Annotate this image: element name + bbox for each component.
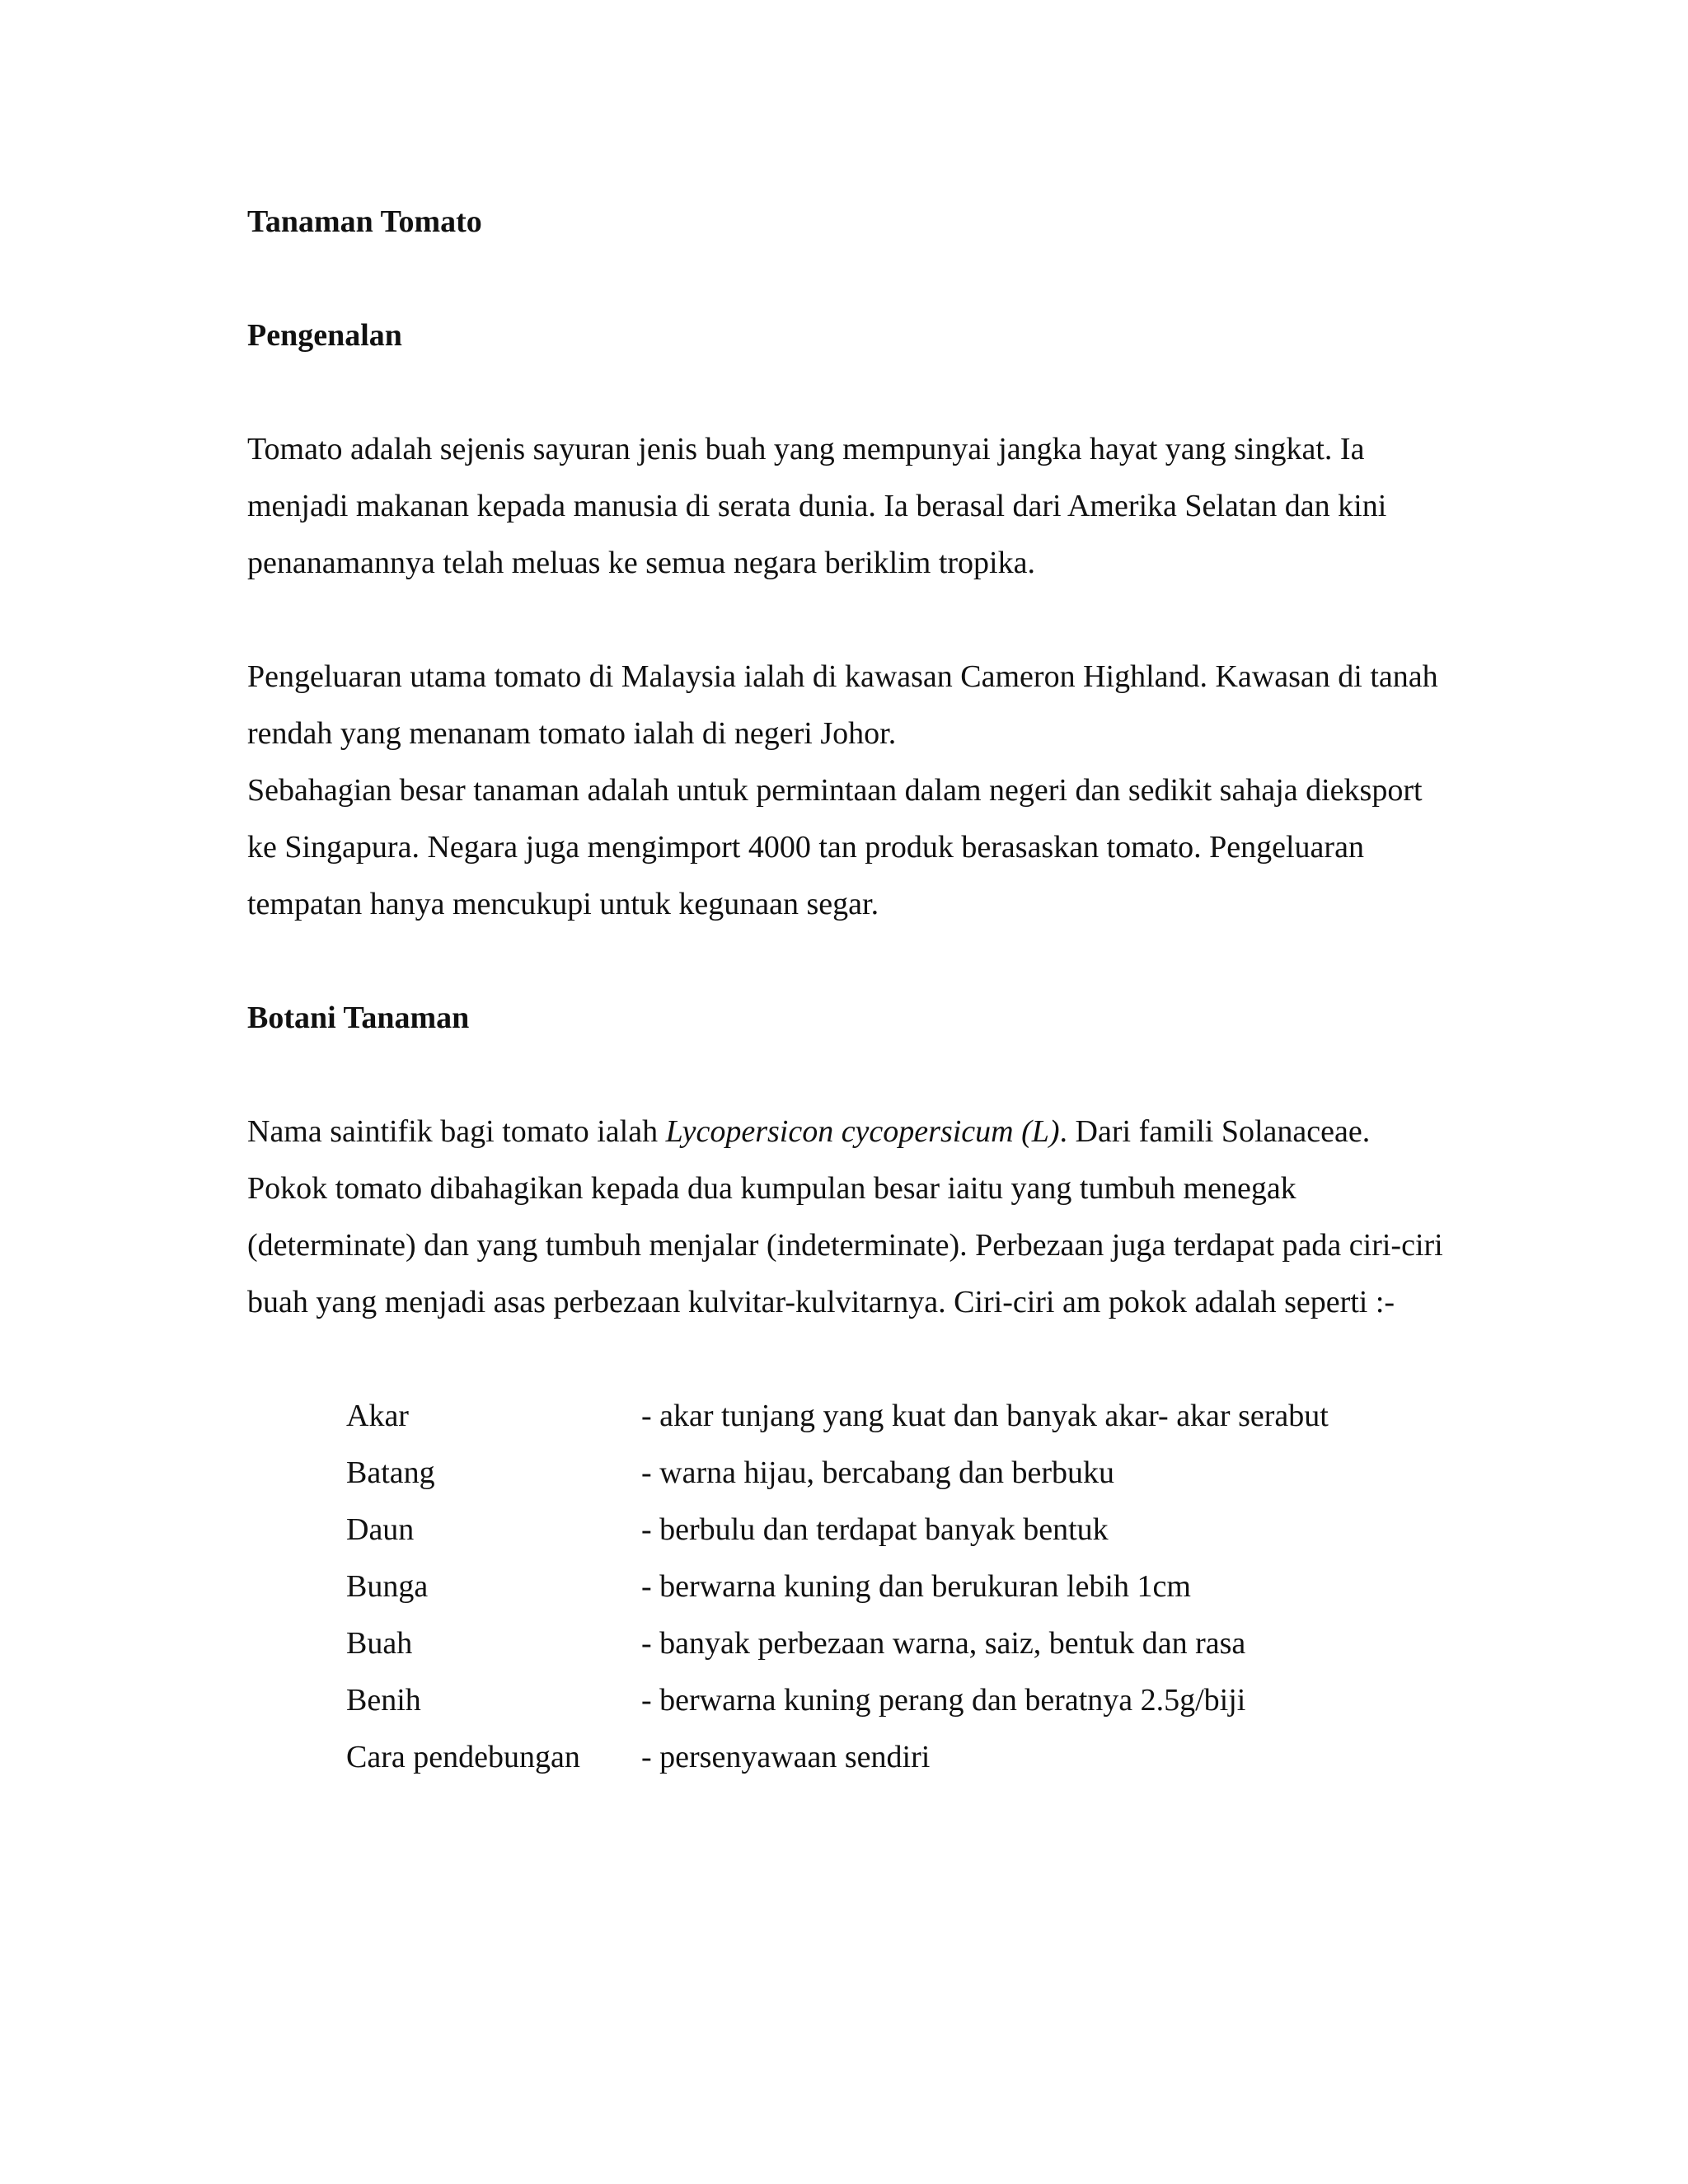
trait-name: Buah (346, 1626, 413, 1661)
trait-row (346, 1445, 1451, 1502)
plant-traits-list (346, 1388, 1451, 1786)
botany-paragraph (247, 1104, 1451, 1331)
trait-description: - berbulu dan terdapat banyak bentuk (641, 1512, 1109, 1547)
trait-description: - berwarna kuning dan berukuran lebih 1cm (641, 1569, 1191, 1604)
document-title: Tanaman Tomato (247, 204, 482, 239)
trait-name: Benih (346, 1683, 421, 1718)
trait-description: - berwarna kuning perang dan beratnya 2.5g/biji (641, 1683, 1246, 1718)
trait-description: - persenyawaan sendiri (641, 1740, 931, 1774)
trait-name: Akar (346, 1399, 409, 1433)
intro-paragraph-3: Sebahagian besar tanaman adalah untuk permintaan dalam negeri dan sedikit sahaja dieksport ke Singapura. Negara juga mengimport 4000 tan produk berasaskan tomato. Pengeluaran tempatan hanya mencukupi untuk kegunaan segar. (247, 773, 1423, 921)
trait-row (346, 1502, 1451, 1558)
scientific-name: Lycopersicon cycopersicum (L) (665, 1114, 1060, 1149)
trait-row (346, 1615, 1451, 1672)
trait-row (346, 1672, 1451, 1729)
trait-row (346, 1388, 1451, 1445)
trait-description: - akar tunjang yang kuat dan banyak akar- akar serabut (641, 1399, 1329, 1433)
intro-heading: Pengenalan (247, 318, 402, 353)
trait-name: Daun (346, 1512, 415, 1547)
intro-paragraph-2: Pengeluaran utama tomato di Malaysia ialah di kawasan Cameron Highland. Kawasan di tanah rendah yang menanam tomato ialah di negeri Johor. (247, 659, 1438, 751)
botany-paragraph-suffix: . Dari famili Solanaceae. Pokok tomato dibahagikan kepada dua kumpulan besar iaitu yang tumbuh menegak (determinate) dan yang tumbuh menjalar (indeterminate). Perbezaan juga terdapat pada ciri-ciri buah yang menjadi asas perbezaan kulvitar-kulvitarnya. Ciri-ciri am pokok adalah seperti :- (247, 1114, 1443, 1319)
trait-name: Bunga (346, 1569, 429, 1604)
trait-description: - warna hijau, bercabang dan berbuku (641, 1455, 1114, 1490)
botany-heading: Botani Tanaman (247, 1001, 470, 1035)
botany-paragraph-prefix: Nama saintifik bagi tomato ialah (247, 1114, 666, 1149)
document-content (247, 194, 1451, 1786)
trait-row (346, 1729, 1451, 1786)
trait-description: - banyak perbezaan warna, saiz, bentuk dan rasa (641, 1626, 1246, 1661)
intro-paragraph-1: Tomato adalah sejenis sayuran jenis buah yang mempunyai jangka hayat yang singkat. Ia menjadi makanan kepada manusia di serata dunia. Ia berasal dari Amerika Selatan dan kini penanamannya telah meluas ke semua negara beriklim tropika. (247, 432, 1387, 580)
trait-name: Batang (346, 1455, 435, 1490)
trait-name: Cara pendebungan (346, 1740, 580, 1774)
trait-row (346, 1558, 1451, 1615)
